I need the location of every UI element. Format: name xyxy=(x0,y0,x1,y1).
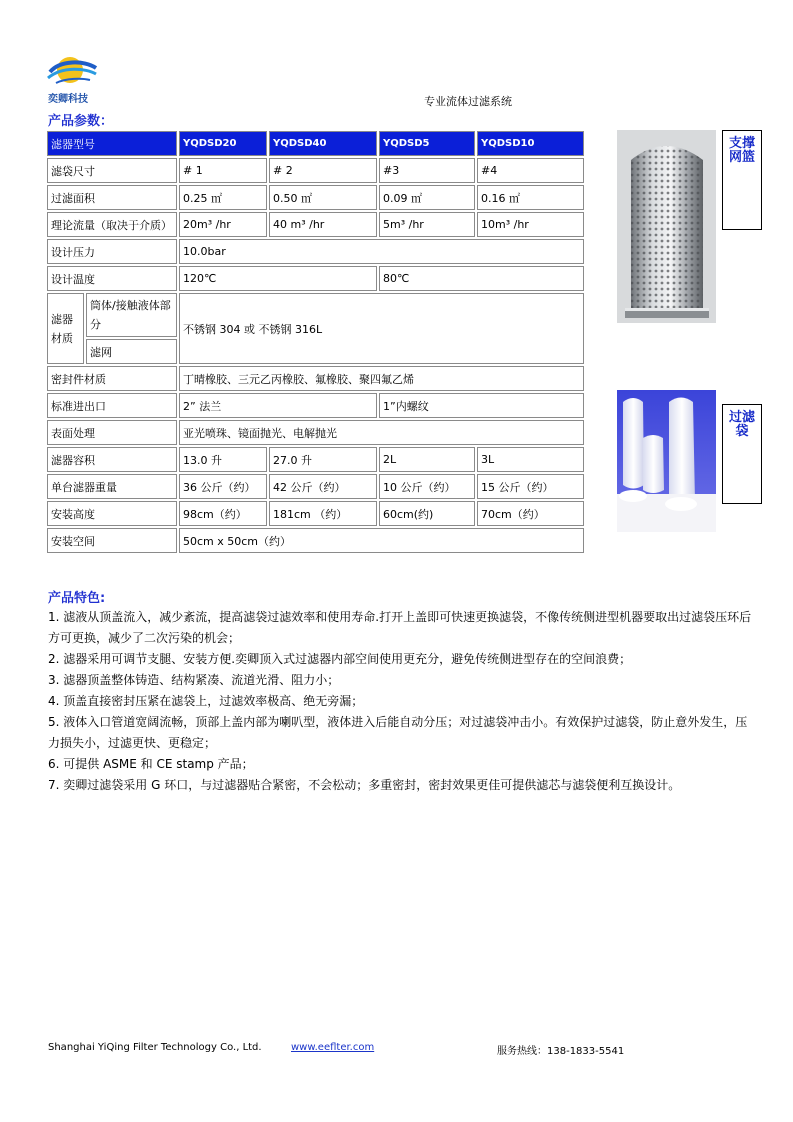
table-cell: #3 xyxy=(379,158,475,183)
params-heading: 产品参数： xyxy=(48,114,114,129)
features-heading: 产品特色: xyxy=(48,591,106,606)
row-label: 安装高度 xyxy=(47,501,177,526)
table-cell: 不锈钢 304 或 不锈钢 316L xyxy=(179,293,584,364)
table-cell: # 2 xyxy=(269,158,377,183)
table-cell: 丁晴橡胶、三元乙丙橡胶、氟橡胶、聚四氟乙烯 xyxy=(179,366,584,391)
table-row xyxy=(47,185,584,210)
row-label: 滤器容积 xyxy=(47,447,177,472)
row-label: 单台滤器重量 xyxy=(47,474,177,499)
list-item: 7. 奕卿过滤袋采用 G 环口，与过滤器贴合紧密，不会松动；多重密封，密封效果更佳可提供滤芯与滤袋便利互换设计。 xyxy=(48,778,681,792)
table-cell: 1”内螺纹 xyxy=(379,393,584,418)
row-label: 过滤面积 xyxy=(47,185,177,210)
support-basket-label: 支撑网篮 xyxy=(722,130,762,230)
table-cell: 0.50 ㎡ xyxy=(269,185,377,210)
row-label: 表面处理 xyxy=(47,420,177,445)
table-cell: 0.25 ㎡ xyxy=(179,185,267,210)
table-cell: 2L xyxy=(379,447,475,472)
list-item: 3. 滤器顶盖整体铸造、结构紧凑、流道光滑、阻力小； xyxy=(48,673,340,687)
table-cell: 98cm（约） xyxy=(179,501,267,526)
table-cell: 10.0bar xyxy=(179,239,584,264)
table-cell: 15 公斤（约） xyxy=(477,474,584,499)
table-row xyxy=(47,239,584,264)
spec-table xyxy=(45,129,586,555)
row-label: 标准进出口 xyxy=(47,393,177,418)
table-cell: #4 xyxy=(477,158,584,183)
table-cell: 0.16 ㎡ xyxy=(477,185,584,210)
model-cell: YQDSD40 xyxy=(269,131,377,156)
logo-text: 奕卿科技 xyxy=(48,94,88,105)
table-row xyxy=(47,474,584,499)
table-cell: 50cm x 50cm（约） xyxy=(179,528,584,553)
model-cell: YQDSD20 xyxy=(179,131,267,156)
list-item: 5. 液体入口管道宽阔流畅，顶部上盖内部为喇叭型，液体进入后能自动分压；对过滤袋冲击小。有效保护过滤袋，防止意外发生，压力损失小，过滤更快、更稳定； xyxy=(48,715,748,750)
list-item: 2. 滤器采用可调节支腿、安装方便.奕卿顶入式过滤器内部空间使用更充分，避免传统侧进型存在的空间浪费； xyxy=(48,652,632,666)
filter-bag-label: 过滤袋 xyxy=(722,404,762,504)
row-sublabel: 滤网 xyxy=(86,339,177,364)
table-cell: 5m³ /hr xyxy=(379,212,475,237)
table-row xyxy=(47,501,584,526)
table-cell: 10 公斤（约） xyxy=(379,474,475,499)
table-cell: 20m³ /hr xyxy=(179,212,267,237)
table-row xyxy=(47,293,584,337)
row-label: 设计压力 xyxy=(47,239,177,264)
row-label: 滤器材质 xyxy=(47,293,84,364)
row-label: 理论流量（取决于介质） xyxy=(47,212,177,237)
features-list xyxy=(48,607,758,796)
row-label: 设计温度 xyxy=(47,266,177,291)
table-row xyxy=(47,212,584,237)
table-row xyxy=(47,447,584,472)
table-cell: 181cm （约） xyxy=(269,501,377,526)
table-row xyxy=(47,366,584,391)
document-title: 专业流体过滤系统 xyxy=(424,95,512,108)
table-cell: 36 公斤（约） xyxy=(179,474,267,499)
support-basket-photo xyxy=(617,130,716,323)
table-cell: 120℃ xyxy=(179,266,377,291)
table-cell: 27.0 升 xyxy=(269,447,377,472)
footer-company: Shanghai YiQing Filter Technology Co., Ltd. xyxy=(48,1042,262,1053)
table-row xyxy=(47,393,584,418)
table-cell: 70cm（约） xyxy=(477,501,584,526)
table-row xyxy=(47,528,584,553)
table-row xyxy=(47,158,584,183)
row-label: 密封件材质 xyxy=(47,366,177,391)
table-row xyxy=(47,131,584,156)
table-cell: 亚光喷珠、镜面抛光、电解抛光 xyxy=(179,420,584,445)
filter-bag-photo xyxy=(617,390,716,532)
table-cell: # 1 xyxy=(179,158,267,183)
table-cell: 2” 法兰 xyxy=(179,393,377,418)
model-cell: YQDSD10 xyxy=(477,131,584,156)
model-label: 滤器型号 xyxy=(47,131,177,156)
list-item: 6. 可提供 ASME 和 CE stamp 产品； xyxy=(48,757,254,771)
row-label: 滤袋尺寸 xyxy=(47,158,177,183)
list-item: 4. 顶盖直接密封压紧在滤袋上，过滤效率极高、绝无旁漏； xyxy=(48,694,364,708)
table-row xyxy=(47,420,584,445)
table-cell: 40 m³ /hr xyxy=(269,212,377,237)
row-label: 安装空间 xyxy=(47,528,177,553)
table-cell: 60cm(约) xyxy=(379,501,475,526)
table-cell: 42 公斤（约） xyxy=(269,474,377,499)
footer-website-link[interactable]: www.eeflter.com xyxy=(291,1042,375,1053)
table-cell: 0.09 ㎡ xyxy=(379,185,475,210)
footer-hotline: 服务热线：138-1833-5541 xyxy=(497,1046,625,1057)
table-cell: 80℃ xyxy=(379,266,584,291)
row-sublabel: 筒体/接触液体部分 xyxy=(86,293,177,337)
table-cell: 3L xyxy=(477,447,584,472)
table-row xyxy=(47,266,584,291)
model-cell: YQDSD5 xyxy=(379,131,475,156)
list-item: 1. 滤液从顶盖流入，减少紊流，提高滤袋过滤效率和使用寿命.打开上盖即可快速更换滤袋，不像传统侧进型机器要取出过滤袋压环后方可更换，减少了二次污染的机会； xyxy=(48,610,752,645)
table-cell: 13.0 升 xyxy=(179,447,267,472)
table-cell: 10m³ /hr xyxy=(477,212,584,237)
